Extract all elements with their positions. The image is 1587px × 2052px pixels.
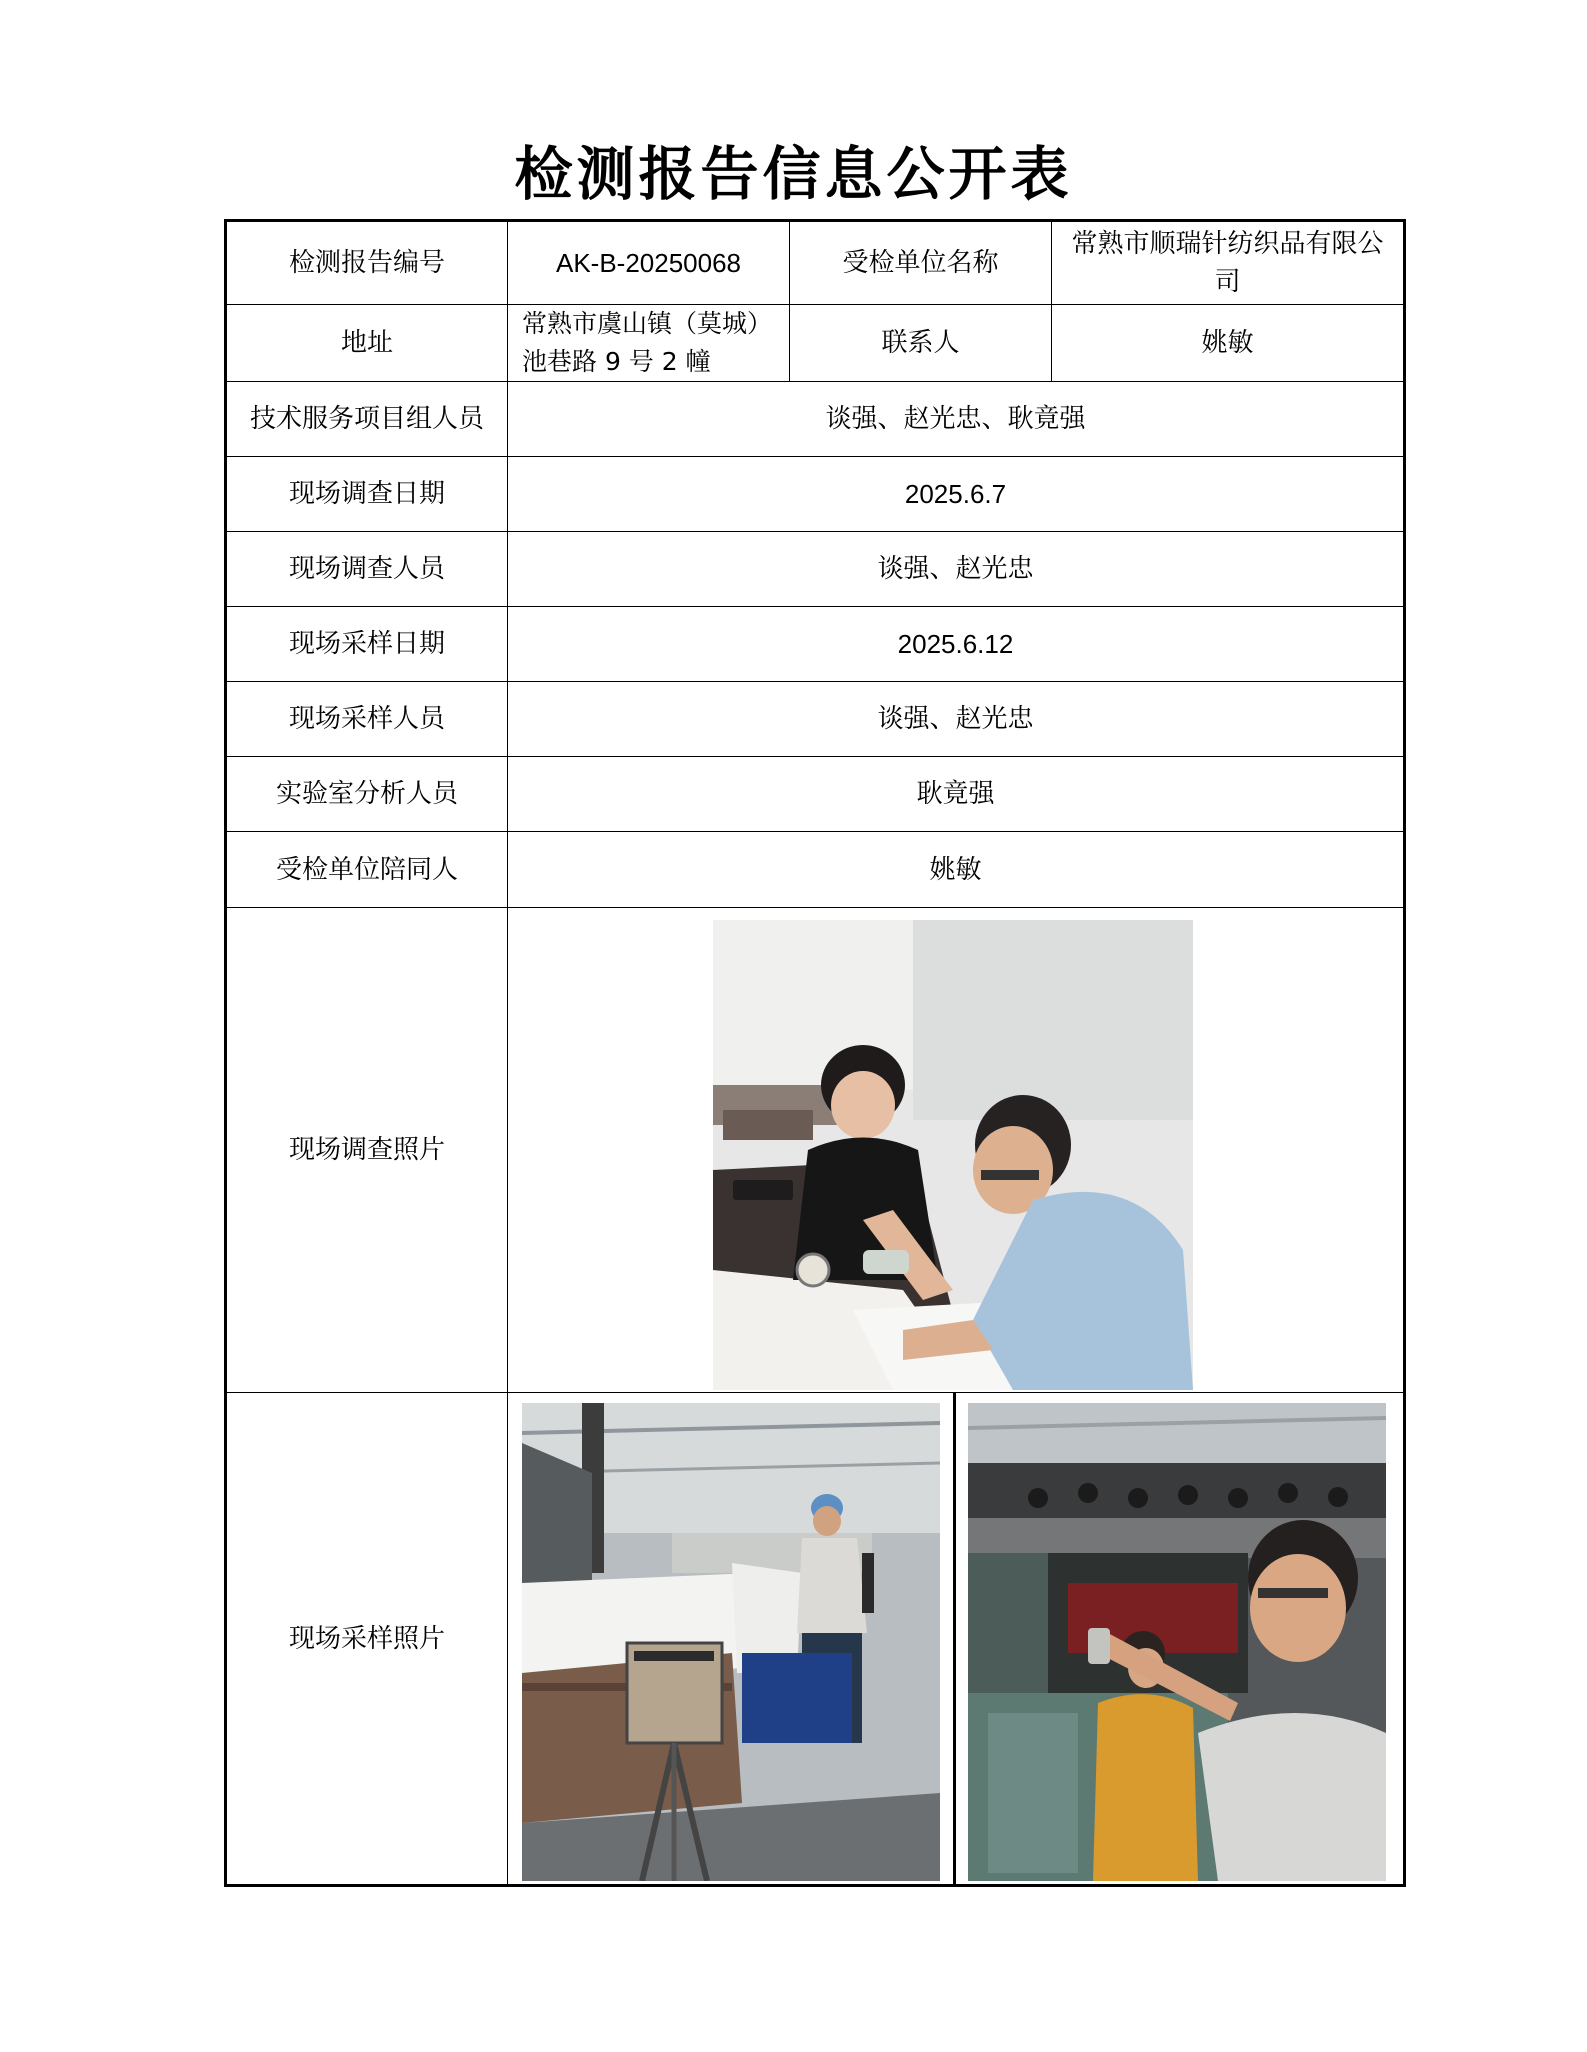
contact-label: 联系人 xyxy=(790,305,1052,382)
survey-date-label: 现场调查日期 xyxy=(226,457,508,532)
sampling-photo-label: 现场采样照片 xyxy=(226,1393,508,1886)
survey-staff-value: 谈强、赵光忠 xyxy=(508,532,1405,607)
table-row xyxy=(226,757,1405,832)
sampling-staff-value: 谈强、赵光忠 xyxy=(508,682,1405,757)
address-label: 地址 xyxy=(226,305,508,382)
photo-divider xyxy=(953,1393,956,1884)
unit-name-label: 受检单位名称 xyxy=(790,221,1052,305)
table-row xyxy=(226,382,1405,457)
page-title: 检测报告信息公开表 xyxy=(514,140,1073,208)
table-row xyxy=(226,607,1405,682)
team-value: 谈强、赵光忠、耿竟强 xyxy=(508,382,1405,457)
lab-staff-label: 实验室分析人员 xyxy=(226,757,508,832)
survey-staff-label: 现场调查人员 xyxy=(226,532,508,607)
table-row xyxy=(226,305,1405,382)
lab-staff-value: 耿竟强 xyxy=(508,757,1405,832)
table-row xyxy=(226,457,1405,532)
table-row xyxy=(226,532,1405,607)
sampling-staff-label: 现场采样人员 xyxy=(226,682,508,757)
report-info-table xyxy=(224,219,1406,1887)
team-label: 技术服务项目组人员 xyxy=(226,382,508,457)
knitting-machine-sampling-photo xyxy=(968,1403,1386,1881)
sampling-date-label: 现场采样日期 xyxy=(226,607,508,682)
escort-value: 姚敏 xyxy=(508,832,1405,908)
sampling-date-value: 2025.6.12 xyxy=(508,607,1405,682)
table-row xyxy=(226,221,1405,305)
sampling-photo-cell xyxy=(508,1393,1405,1886)
contact-value: 姚敏 xyxy=(1052,305,1405,382)
address-value: 常熟市虞山镇（莫城）池巷路 9 号 2 幢 xyxy=(508,305,790,382)
office-survey-photo xyxy=(713,920,1193,1390)
survey-photo-label: 现场调查照片 xyxy=(226,908,508,1393)
table-row xyxy=(226,682,1405,757)
table-row xyxy=(226,832,1405,908)
unit-name-value: 常熟市顺瑞针纺织品有限公司 xyxy=(1052,221,1405,305)
survey-photo-cell xyxy=(508,908,1405,1393)
survey-date-value: 2025.6.7 xyxy=(508,457,1405,532)
escort-label: 受检单位陪同人 xyxy=(226,832,508,908)
table-row xyxy=(226,908,1405,1393)
report-no-value: AK-B-20250068 xyxy=(508,221,790,305)
workshop-sampling-photo xyxy=(522,1403,940,1881)
table-row xyxy=(226,1393,1405,1886)
report-no-label: 检测报告编号 xyxy=(226,221,508,305)
